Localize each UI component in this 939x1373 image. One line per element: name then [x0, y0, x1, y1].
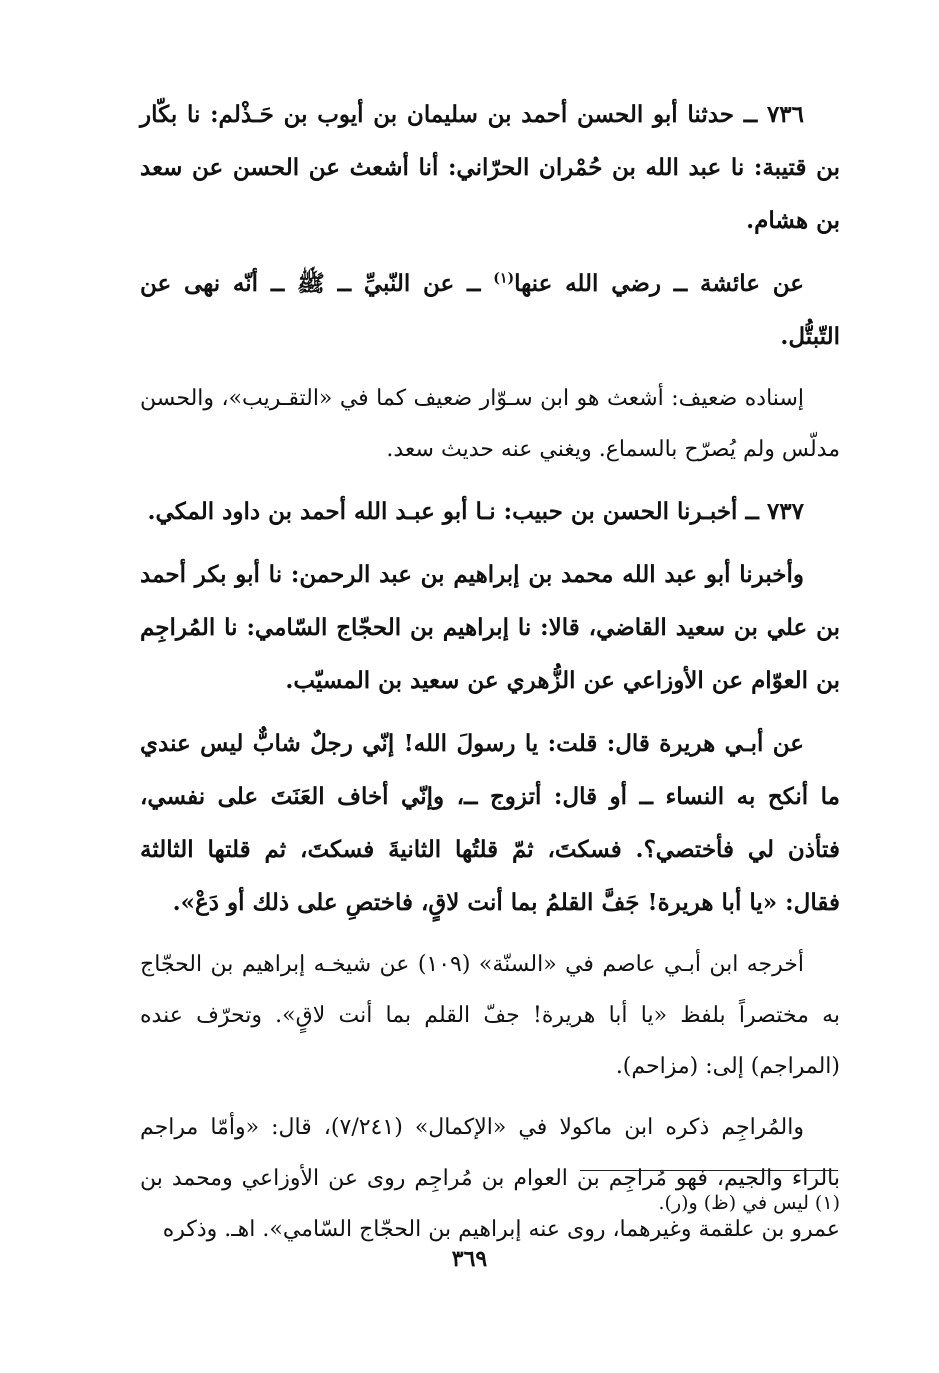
hadith-736-text-after: ــ عن النّبيِّ ــ ﷺ ــ أنّه نهى عن التّبتُّل.	[140, 270, 840, 350]
commentary-737-takhrij: أخرجه ابن أبـي عاصم في «السنّة» (١٠٩) عن شيخـه إبراهيم بن الحجّاج به مختصراً بلفظ «يا أبا هريرة! جفّ القلم بما أنت لاقٍ». وتحرّف عنده (المراجم) إلى: (مزاحم).	[140, 952, 840, 1079]
commentary-737-muraajim: والمُراجِم ذكره ابن ماكولا في «الإكمال» (٧/٢٤١)، قال: «وأمّا مراجم بالراء والجيم، فهو مُراجِم بن العوام بن مُراجِم روى عن الأوزاعي ومحمد بن عمرو بن علقمة وغيرهما، روى عنه إبراهيم بن الحجّاج السّامي». اهـ. وذكره	[140, 1115, 840, 1242]
page-body	[140, 88, 840, 1265]
hadith-737-chain-2: وأخبرنا أبو عبد الله محمد بن إبراهيم بن عبد الرحمن: نا أبو بكر أحمد بن علي بن سعيد القاضي، قالا: نا إبراهيم بن الحجّاج السّامي: نا المُراجِم بن العوّام عن الأوزاعي عن الزُّهري عن سعيد بن المسيّب.	[140, 561, 840, 694]
footnote: (١) ليس في (ظ) و(ر).	[658, 1192, 840, 1214]
hadith-736-text-before: عن عائشة ــ رضي الله عنها	[514, 270, 804, 297]
hadith-737-chain-1: ٧٣٧ ــ أخبـرنا الحسن بن حبيب: نـا أبو عبـد الله أحمد بن داود المكي.	[147, 498, 804, 525]
hadith-736-chain: ٧٣٦ ــ حدثنا أبو الحسن أحمد بن سليمان بن أيوب بن حَـذْلم: نا بكّار بن قتيبة: نا عبد الله بن حُمْران الحرّاني: أنا أشعث عن الحسن عن سعد بن هشام.	[140, 101, 840, 234]
hadith-737-text: عن أبـي هريرة قال: قلت: يا رسولَ الله! إنّي رجلٌ شابٌّ ليس عندي ما أنكح به النساء ــ أو قال: أتزوج ــ، وإنّي أخاف العَنَتَ على نفسي، فتأذن لي فأختصي؟. فسكتَ، ثمّ قلتُها الثانيةَ فسكتَ، ثم قلتها الثالثة فقال: «يا أبا هريرة! جَفَّ القلمُ بما أنت لاقٍ، فاختصِ على ذلك أو دَعْ».	[140, 730, 840, 916]
page-number: ٣٦٩	[451, 1246, 488, 1272]
footnote-divider	[580, 1170, 838, 1171]
hadith-736-text	[140, 257, 840, 363]
commentary-736: إسناده ضعيف: أشعث هو ابن سـوّار ضعيف كما في «التقـريب»، والحسن مدلّس ولم يُصرّح بالسماع. ويغني عنه حديث سعد.	[140, 386, 840, 462]
footnote-reference[interactable]: (١)	[493, 270, 515, 287]
